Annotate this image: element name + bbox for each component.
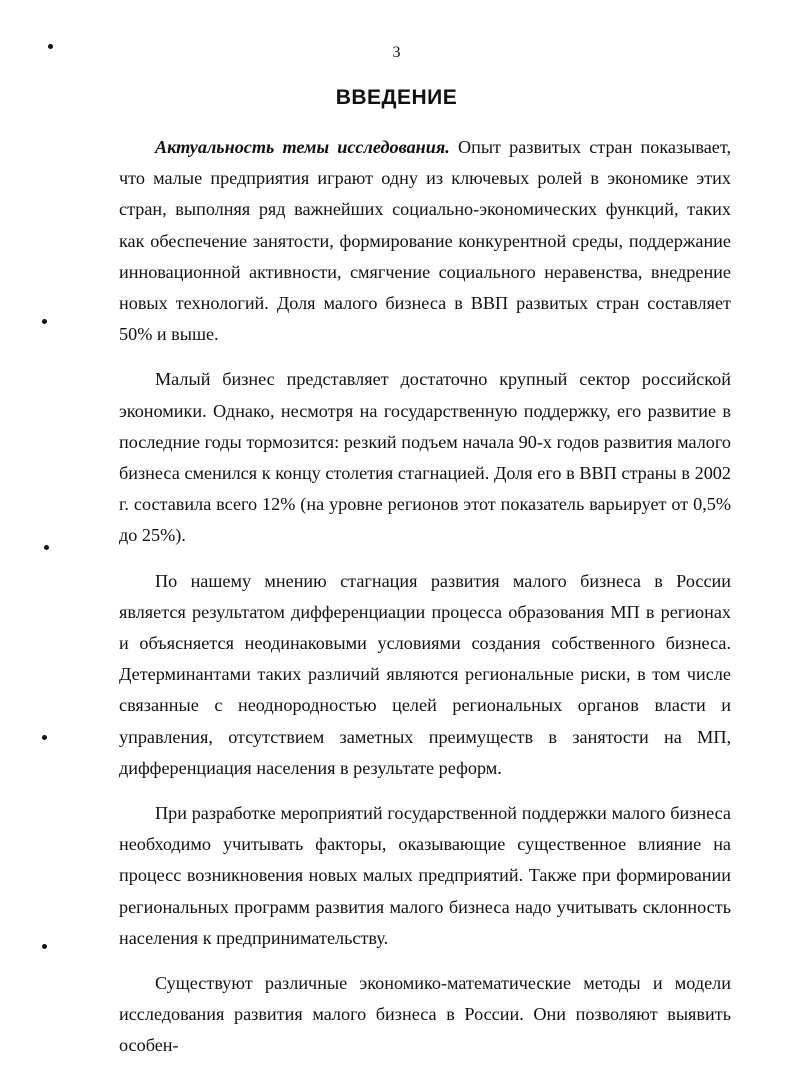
document-body: [119, 132, 731, 1076]
scan-mark: [42, 944, 47, 949]
paragraph-text: При разработке мероприятий государственной поддержки малого бизнеса необходимо учитывать факторы, оказывающие существенное влияние на процесс возникновения новых малых предприятий. Также при формировании региональных программ развития малого бизнеса надо учитывать склонность населения к предпринимательству.: [119, 803, 731, 948]
paragraph-1: [119, 132, 731, 350]
paragraph-4: [119, 798, 731, 954]
scan-mark: [44, 545, 49, 550]
paragraph-lead: Актуальность темы исследования.: [155, 137, 450, 157]
scan-mark: [42, 735, 47, 740]
paragraph-text: Опыт развитых стран показывает, что малые предприятия играют одну из ключевых ролей в экономике этих стран, выполняя ряд важнейших социально-экономических функций, таких как обеспечение занятости, формирование конкурентной среды, поддержание инновационной активности, смягчение социального неравенства, внедрение новых технологий. Доля малого бизнеса в ВВП развитых стран составляет 50% и выше.: [119, 137, 731, 345]
paragraph-text: Малый бизнес представляет достаточно крупный сектор российской экономики. Однако, несмотря на государственную поддержку, его развитие в последние годы тормозится: резкий подъем начала 90-х годов развития малого бизнеса сменился к концу столетия стагнацией. Доля его в ВВП страны в 2002 г. составила всего 12% (на уровне регионов этот показатель варьирует от 0,5% до 25%).: [119, 369, 731, 546]
scan-mark: [48, 44, 53, 49]
paragraph-text: Существуют различные экономико-математические методы и модели исследования развития малого бизнеса в России. Они позволяют выявить особен-: [119, 973, 731, 1056]
page-title: ВВЕДЕНИЕ: [335, 86, 458, 109]
scan-mark: [42, 319, 47, 324]
paragraph-2: [119, 364, 731, 551]
paragraph-5: [119, 968, 731, 1062]
paragraph-3: [119, 566, 731, 784]
paragraph-text: По нашему мнению стагнация развития малого бизнеса в России является результатом дифференциации процесса образования МП в регионах и объясняется неодинаковыми условиями создания собственного бизнеса. Детерминантами таких различий являются региональные риски, в том числе связанные с неоднородностью целей региональных органов власти и управления, отсутствием заметных преимуществ в занятости на МП, дифференциация населения в результате реформ.: [119, 570, 731, 778]
page-number: 3: [392, 44, 401, 61]
